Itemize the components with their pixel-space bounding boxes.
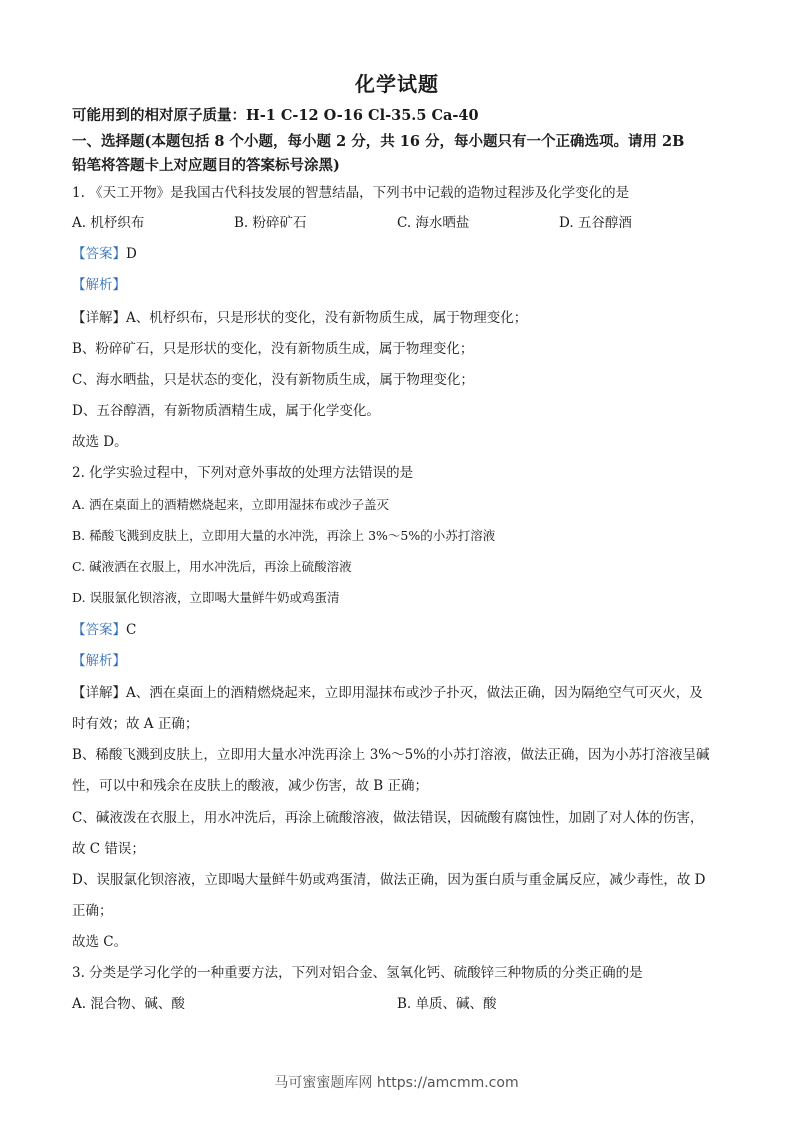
section-heading-line1: 一、选择题(本题包括 8 个小题，每小题 2 分，共 16 分，每小题只有一个正确选项。请用 2B [72,133,685,150]
q2-stem: 2. 化学实验过程中，下列对意外事故的处理方法错误的是 [72,465,414,481]
answer-tag: 【答案】 [72,246,126,262]
q2-detail-line: 正确； [72,903,113,919]
detail-tag: 【详解】 [72,310,126,326]
atomic-masses-line: 可能用到的相对原子质量：H-1 C-12 O-16 Cl-35.5 Ca-40 [72,107,479,124]
q2-detail-line: D、误服氯化钡溶液，立即喝大量鲜牛奶或鸡蛋清，做法正确，因为蛋白质与重金属反应，减少毒性，故 D [72,872,706,888]
q2-detail-line: 故 C 错误； [72,841,145,857]
q1-option-c: C. 海水晒盐 [397,215,470,231]
q3-option-b: B. 单质、碱、酸 [397,996,497,1012]
q2-detail-line: B、稀酸飞溅到皮肤上，立即用大量水冲洗再涂上 3%～5%的小苏打溶液，做法正确，因为小苏打溶液呈碱 [72,747,710,763]
q1-conclusion: 故选 D。 [72,434,128,450]
q2-detail-line: 性，可以中和残余在皮肤上的酸液，减少伤害，故 B 正确； [72,778,429,794]
q2-detail-line [72,685,703,701]
detail-text: A、洒在桌面上的酒精燃烧起来，立即用湿抹布或沙子扑灭，做法正确，因为隔绝空气可灭火，及 [126,685,703,701]
q1-answer [72,246,137,262]
q2-option-c: C. 碱液洒在衣服上，用水冲洗后，再涂上硫酸溶液 [72,559,352,574]
q2-option-a: A. 洒在桌面上的酒精燃烧起来，立即用湿抹布或沙子盖灭 [72,497,389,512]
page-title: 化学试题 [355,72,439,96]
answer-value: C [126,622,137,638]
section-heading-line2: 铅笔将答题卡上对应题目的答案标号涂黑) [72,157,340,174]
detail-tag: 【详解】 [72,685,126,701]
watermark-footer: 马可蜜蜜题库网 https://amcmm.com [274,1075,519,1091]
q1-option-b: B. 粉碎矿石 [234,215,307,231]
q3-stem: 3. 分类是学习化学的一种重要方法，下列对铝合金、氢氧化钙、硫酸锌三种物质的分类正确的是 [72,965,643,981]
q2-detail-line: C、碱液泼在衣服上，用水冲洗后，再涂上硫酸溶液，做法错误，因硫酸有腐蚀性，加剧了对人体的伤害， [72,810,704,826]
q1-analysis-tag: 【解析】 [72,277,126,293]
q2-conclusion: 故选 C。 [72,934,128,950]
answer-value: D [126,246,137,262]
q1-detail-line: C、海水晒盐，只是状态的变化，没有新物质生成，属于物理变化； [72,372,474,388]
q1-stem: 1. 《天工开物》是我国古代科技发展的智慧结晶，下列书中记载的造物过程涉及化学变化的是 [72,185,630,201]
q1-detail-line: B、粉碎矿石，只是形状的变化，没有新物质生成，属于物理变化； [72,341,474,357]
q2-answer [72,622,136,638]
q1-option-a: A. 机杼织布 [72,215,145,231]
q2-option-d: D. 误服氯化钡溶液，立即喝大量鲜牛奶或鸡蛋清 [72,590,340,605]
answer-tag: 【答案】 [72,622,126,638]
q2-detail-line: 时有效；故 A 正确； [72,716,199,732]
q2-analysis-tag: 【解析】 [72,653,126,669]
q1-detail-line: D、五谷醇酒，有新物质酒精生成，属于化学变化。 [72,403,380,419]
q2-option-b: B. 稀酸飞溅到皮肤上，立即用大量的水冲洗，再涂上 3%～5%的小苏打溶液 [72,528,496,543]
q1-detail-line [72,310,527,326]
q1-option-d: D. 五谷醇酒 [559,215,632,231]
q3-option-a: A. 混合物、碱、酸 [72,996,185,1012]
detail-text: A、机杼织布，只是形状的变化，没有新物质生成，属于物理变化； [126,310,528,326]
